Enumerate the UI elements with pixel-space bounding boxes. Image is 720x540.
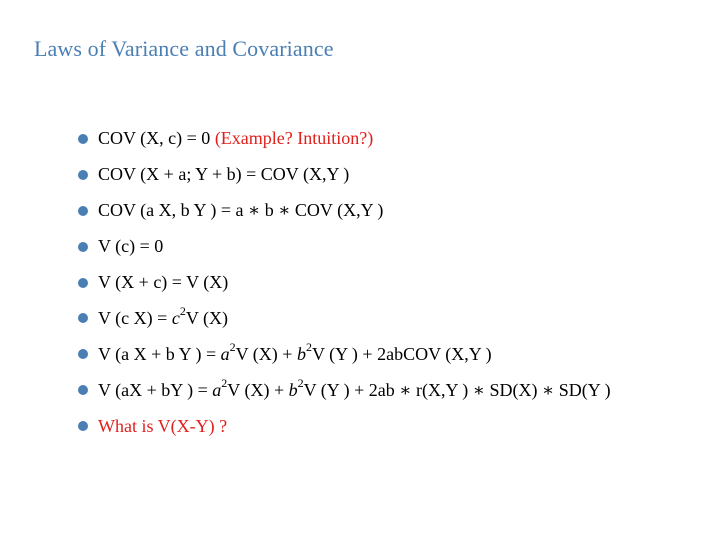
bullet-text-highlight: What is V(X-Y) ? [98, 415, 228, 436]
disc-bullet-icon [78, 170, 88, 180]
disc-bullet-icon [78, 421, 88, 431]
bullet-text: COV (X + a; Y + b) = COV (X,Y ) [98, 164, 350, 185]
math-variable: c [171, 307, 180, 328]
exponent: 2 [305, 339, 312, 354]
list-item-var-scale [78, 300, 611, 336]
bullet-text: V (c) = 0 [98, 236, 164, 257]
list-item-cov-shift [78, 157, 611, 193]
disc-bullet-icon [78, 349, 88, 359]
disc-bullet-icon [78, 134, 88, 144]
list-item-cov-constant [78, 121, 611, 157]
list-item-cov-scale [78, 193, 611, 229]
formula-part: V (aX + bY ) = [98, 379, 213, 400]
bullet-text: COV (a X, b Y ) = a ∗ b ∗ COV (X,Y ) [98, 200, 384, 221]
math-variable: a [212, 379, 222, 400]
exponent: 2 [179, 303, 186, 318]
math-variable: b [296, 343, 306, 364]
list-item-question [78, 408, 611, 444]
bullet-text [98, 303, 228, 329]
formula-part: V (c X) = [98, 307, 172, 328]
bullet-text-main: COV (X, c) = 0 [98, 128, 215, 149]
disc-bullet-icon [78, 385, 88, 395]
disc-bullet-icon [78, 242, 88, 252]
bullet-text: V (X + c) = V (X) [98, 272, 229, 292]
math-variable: b [288, 379, 298, 400]
list-item-var-constant [78, 229, 611, 265]
bullet-text [98, 128, 373, 149]
slide-title: Laws of Variance and Covariance [34, 36, 334, 61]
exponent: 2 [221, 375, 228, 390]
exponent: 2 [229, 339, 236, 354]
bullet-text [98, 375, 611, 401]
formula-part: V (Y ) + 2ab ∗ r(X,Y ) ∗ SD(X) ∗ SD(Y ) [303, 379, 611, 400]
disc-bullet-icon [78, 206, 88, 216]
bullet-list [78, 121, 611, 444]
formula-part: V (Y ) + 2abCOV (X,Y ) [311, 343, 492, 364]
formula-part: V (a X + b Y ) = [98, 343, 221, 364]
formula-part: V (X) + [235, 343, 297, 364]
list-item-var-linear-cov [78, 336, 611, 372]
math-variable: a [220, 343, 230, 364]
list-item-var-linear-corr [78, 372, 611, 408]
bullet-text [98, 339, 492, 365]
formula-part: V (X) [185, 307, 228, 328]
list-item-var-shift [78, 265, 611, 301]
exponent: 2 [297, 375, 304, 390]
formula-part: V (X) + [227, 379, 289, 400]
disc-bullet-icon [78, 278, 88, 288]
bullet-text-highlight: (Example? Intuition?) [214, 128, 374, 149]
disc-bullet-icon [78, 313, 88, 323]
